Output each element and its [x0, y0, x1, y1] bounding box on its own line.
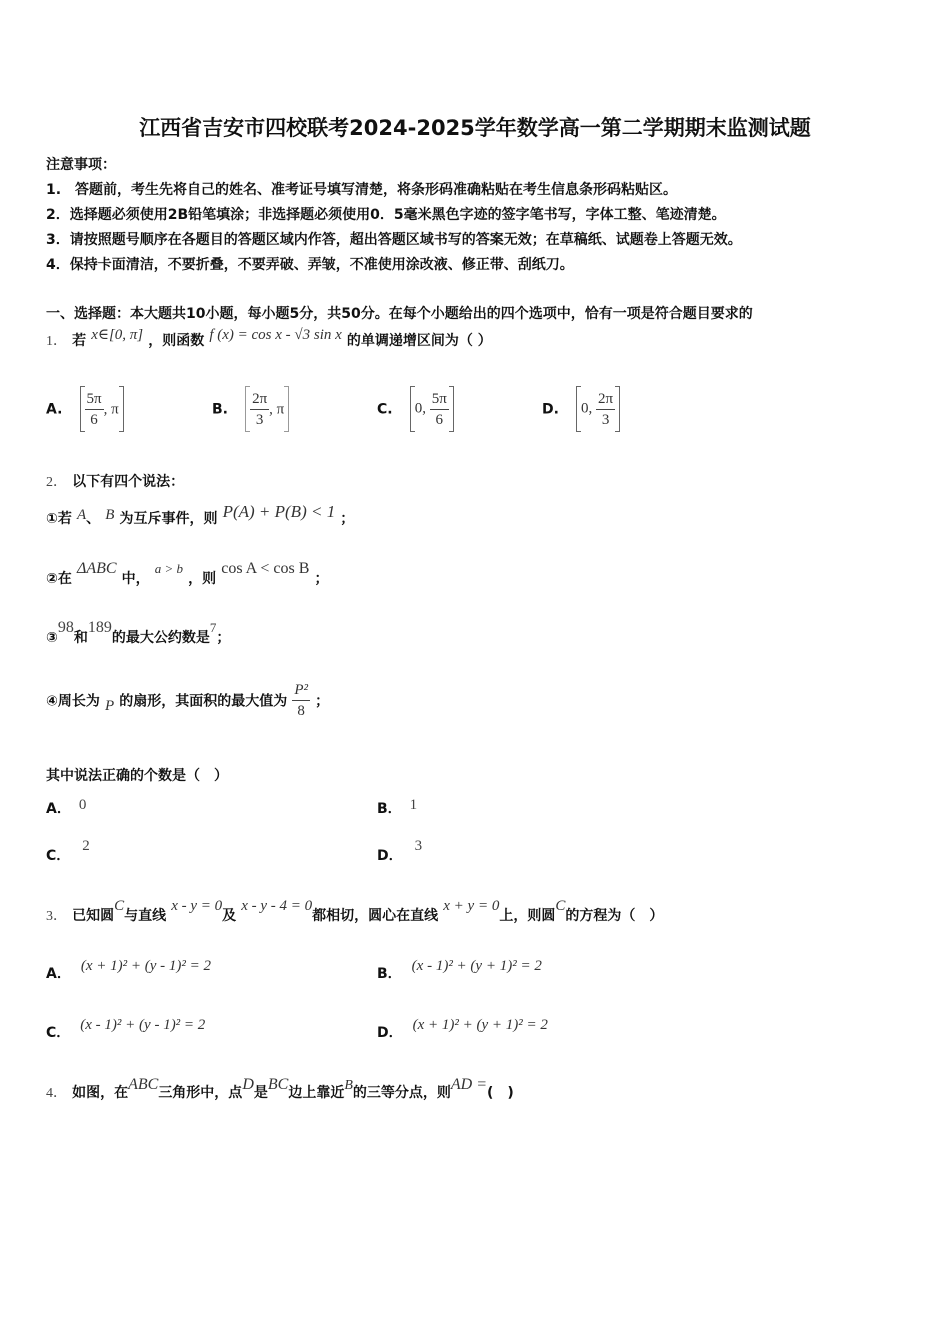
- math-expr: f (x) = cos x - √3 sin x: [209, 327, 342, 343]
- notice-heading: 注意事项：: [46, 157, 116, 173]
- option-a[interactable]: A． 0: [46, 797, 87, 817]
- option-c[interactable]: C. 0, $\frac{5\pi}{6}$: [377, 386, 454, 432]
- page-title: 江西省吉安市四校联考2024-2025学年数学高一第二学期期末监测试题: [139, 116, 811, 140]
- question-number: 2．: [46, 475, 67, 490]
- option-d[interactable]: D．3: [377, 838, 423, 864]
- option-c[interactable]: C． (x - 1)² + (y - 1)² = 2: [46, 1017, 206, 1041]
- notice-item: 2．选择题必须使用2B铅笔填涂；非选择题必须使用0．5毫米黑色字迹的签字笔书写，字体工整、笔迹清楚。: [46, 207, 726, 223]
- statement-3: ③98和189的最大公约数是$^7$；: [46, 619, 231, 646]
- question-number: 3．: [46, 909, 67, 924]
- statement-2: ②在 ΔABC 中， $^{a > b}$ ，则 cos A < cos B ；: [46, 560, 329, 587]
- statement-1: ①若 A、 B 为互斥事件，则 P(A) + P(B) < 1 ；: [46, 502, 355, 527]
- question-1: 1． 若 x∈[0, π] ，则函数 f (x) = cos x - √3 sin x 的单调递增区间为（ ）: [46, 327, 492, 349]
- notice-item: 4．保持卡面清洁，不要折叠，不要弄破、弄皱，不准使用涂改液、修正带、刮纸刀。: [46, 257, 574, 273]
- question-number: 1．: [46, 334, 67, 349]
- option-b[interactable]: B． (x - 1)² + (y + 1)² = 2: [377, 958, 542, 982]
- option-d[interactable]: D． (x + 1)² + (y + 1)² = 2: [377, 1017, 548, 1041]
- notice-item: 3．请按照题号顺序在各题目的答题区域内作答，超出答题区域书写的答案无效；在草稿纸、试题卷上答题无效。: [46, 232, 742, 248]
- option-c[interactable]: C．2: [46, 838, 90, 864]
- question-2: 2． 以下有四个说法：: [46, 474, 185, 490]
- section-heading: 一、选择题：本大题共10小题，每小题5分，共50分。在每个小题给出的四个选项中，恰有一项是符合题目要求的: [46, 306, 753, 322]
- option-d[interactable]: D. 0, $\frac{2\pi}{3}$: [542, 386, 620, 432]
- option-a[interactable]: A. $\frac{5\pi}{6}$ , π: [46, 386, 124, 432]
- question-3: 3． 已知圆C与直线 x - y = 0及 x - y - 4 = 0都相切，圆心在直线 x + y = 0上，则圆C的方程为（ ）: [46, 898, 664, 924]
- option-b[interactable]: B. $\frac{2\pi}{3}$ , π: [212, 386, 289, 432]
- question-number: 4．: [46, 1086, 67, 1101]
- option-a[interactable]: A． (x + 1)² + (y - 1)² = 2: [46, 958, 211, 982]
- option-b[interactable]: B． 1: [377, 797, 418, 817]
- notice-item: 1. 答题前，考生先将自己的姓名、准考证号填写清楚，将条形码准确粘贴在考生信息条形码粘贴区。: [46, 182, 678, 198]
- question-4: 4． 如图，在ABC三角形中，点D是BC边上靠近B的三等分点，则AD =( ): [46, 1076, 514, 1101]
- math-expr: x∈[0, π]: [91, 327, 144, 343]
- question-2-ask: 其中说法正确的个数是（ ）: [46, 768, 228, 784]
- statement-4: ④周长为 P 的扇形，其面积的最大值为 $\frac{\text{P²}}{8}$ ；: [46, 682, 330, 719]
